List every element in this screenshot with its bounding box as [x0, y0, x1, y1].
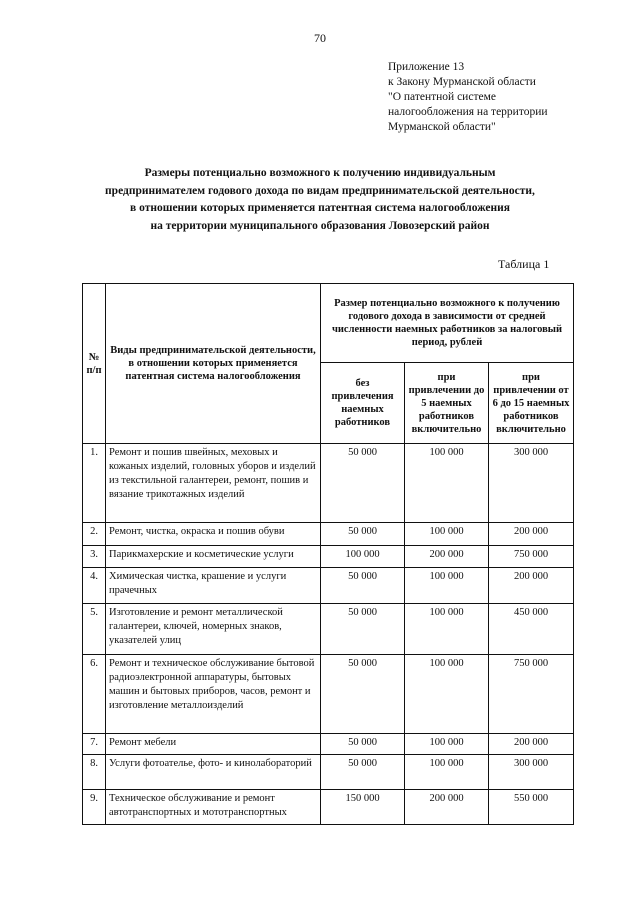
row-num: 6. [83, 655, 106, 734]
document-title [60, 165, 580, 235]
row-value-none: 50 000 [321, 755, 405, 790]
row-num: 2. [83, 523, 106, 546]
title-line: на территории муниципального образования Ловозерский район [150, 219, 490, 232]
row-value-none: 50 000 [321, 568, 405, 604]
appendix-line: Приложение 13 [388, 61, 465, 73]
table-row [83, 604, 574, 655]
row-num: 5. [83, 604, 106, 655]
row-activity: Ремонт мебели [106, 734, 321, 755]
row-value-up5: 100 000 [405, 655, 489, 734]
table-row [83, 790, 574, 825]
row-value-6to15: 750 000 [489, 655, 574, 734]
table-row [83, 546, 574, 568]
row-value-none: 50 000 [321, 655, 405, 734]
row-num: 4. [83, 568, 106, 604]
row-value-6to15: 450 000 [489, 604, 574, 655]
row-value-6to15: 200 000 [489, 523, 574, 546]
row-value-up5: 100 000 [405, 523, 489, 546]
row-value-6to15: 750 000 [489, 546, 574, 568]
title-line: Размеры потенциально возможного к получению индивидуальным [144, 167, 496, 179]
table-row [83, 655, 574, 734]
row-activity: Техническое обслуживание и ремонт автотранспортных и мототранспортных [106, 790, 321, 825]
row-activity: Услуги фотоателье, фото- и кинолабораторий [106, 755, 321, 790]
income-table [82, 283, 574, 825]
page-number: 70 [314, 31, 326, 45]
table-row [83, 444, 574, 523]
appendix-line: налогообложения на территории [388, 106, 548, 118]
row-value-up5: 100 000 [405, 568, 489, 604]
header-num: № п/п [83, 284, 106, 444]
row-value-up5: 200 000 [405, 790, 489, 825]
table-row [83, 734, 574, 755]
row-value-up5: 100 000 [405, 444, 489, 523]
row-activity: Ремонт и пошив швейных, меховых и кожаных изделий, головных уборов и изделий из текстильной галантереи, ремонт, пошив и вязание трикотажных изделий [106, 444, 321, 523]
row-activity: Химическая чистка, крашение и услуги прачечных [106, 568, 321, 604]
header-activity: Виды предпринимательской деятельности, в отношении которых применяется патентная система налогообложения [106, 284, 321, 444]
row-value-none: 50 000 [321, 734, 405, 755]
row-activity: Парикмахерские и косметические услуги [106, 546, 321, 568]
row-value-6to15: 300 000 [489, 444, 574, 523]
row-value-none: 150 000 [321, 790, 405, 825]
header-no-employees: без привлечения наемных работников [321, 363, 405, 444]
row-num: 8. [83, 755, 106, 790]
row-value-up5: 200 000 [405, 546, 489, 568]
table-row [83, 568, 574, 604]
row-value-6to15: 300 000 [489, 755, 574, 790]
row-num: 1. [83, 444, 106, 523]
row-value-none: 100 000 [321, 546, 405, 568]
row-value-6to15: 200 000 [489, 734, 574, 755]
row-value-up5: 100 000 [405, 604, 489, 655]
header-6-to-15: при привлечении от 6 до 15 наемных работников включительно [489, 363, 574, 444]
row-num: 3. [83, 546, 106, 568]
row-value-up5: 100 000 [405, 734, 489, 755]
row-value-6to15: 550 000 [489, 790, 574, 825]
row-value-none: 50 000 [321, 604, 405, 655]
appendix-line: к Закону Мурманской области [388, 76, 536, 88]
table-row [83, 523, 574, 546]
row-activity: Ремонт и техническое обслуживание бытовой радиоэлектронной аппаратуры, бытовых машин и бытовых приборов, часов, ремонт и изготовление металлоизделий [106, 655, 321, 734]
row-num: 9. [83, 790, 106, 825]
title-line: предпринимателем годового дохода по видам предпринимательской деятельности, [105, 184, 535, 197]
row-value-none: 50 000 [321, 523, 405, 546]
table-header-row [83, 284, 574, 363]
table-row [83, 755, 574, 790]
row-num: 7. [83, 734, 106, 755]
header-income-size: Размер потенциально возможного к получению годового дохода в зависимости от средней численности наемных работников за налоговый период, рублей [321, 284, 574, 363]
header-up-to-5: при привлечении до 5 наемных работников включительно [405, 363, 489, 444]
row-activity: Ремонт, чистка, окраска и пошив обуви [106, 523, 321, 546]
table-label: Таблица 1 [498, 257, 550, 271]
appendix-line: "О патентной системе [388, 91, 496, 103]
row-activity: Изготовление и ремонт металлической галантереи, ключей, номерных знаков, указателей улиц [106, 604, 321, 655]
row-value-6to15: 200 000 [489, 568, 574, 604]
title-line: в отношении которых применяется патентная система налогообложения [130, 202, 510, 214]
appendix-line: Мурманской области" [388, 121, 496, 133]
row-value-none: 50 000 [321, 444, 405, 523]
appendix-note [388, 60, 548, 135]
row-value-up5: 100 000 [405, 755, 489, 790]
